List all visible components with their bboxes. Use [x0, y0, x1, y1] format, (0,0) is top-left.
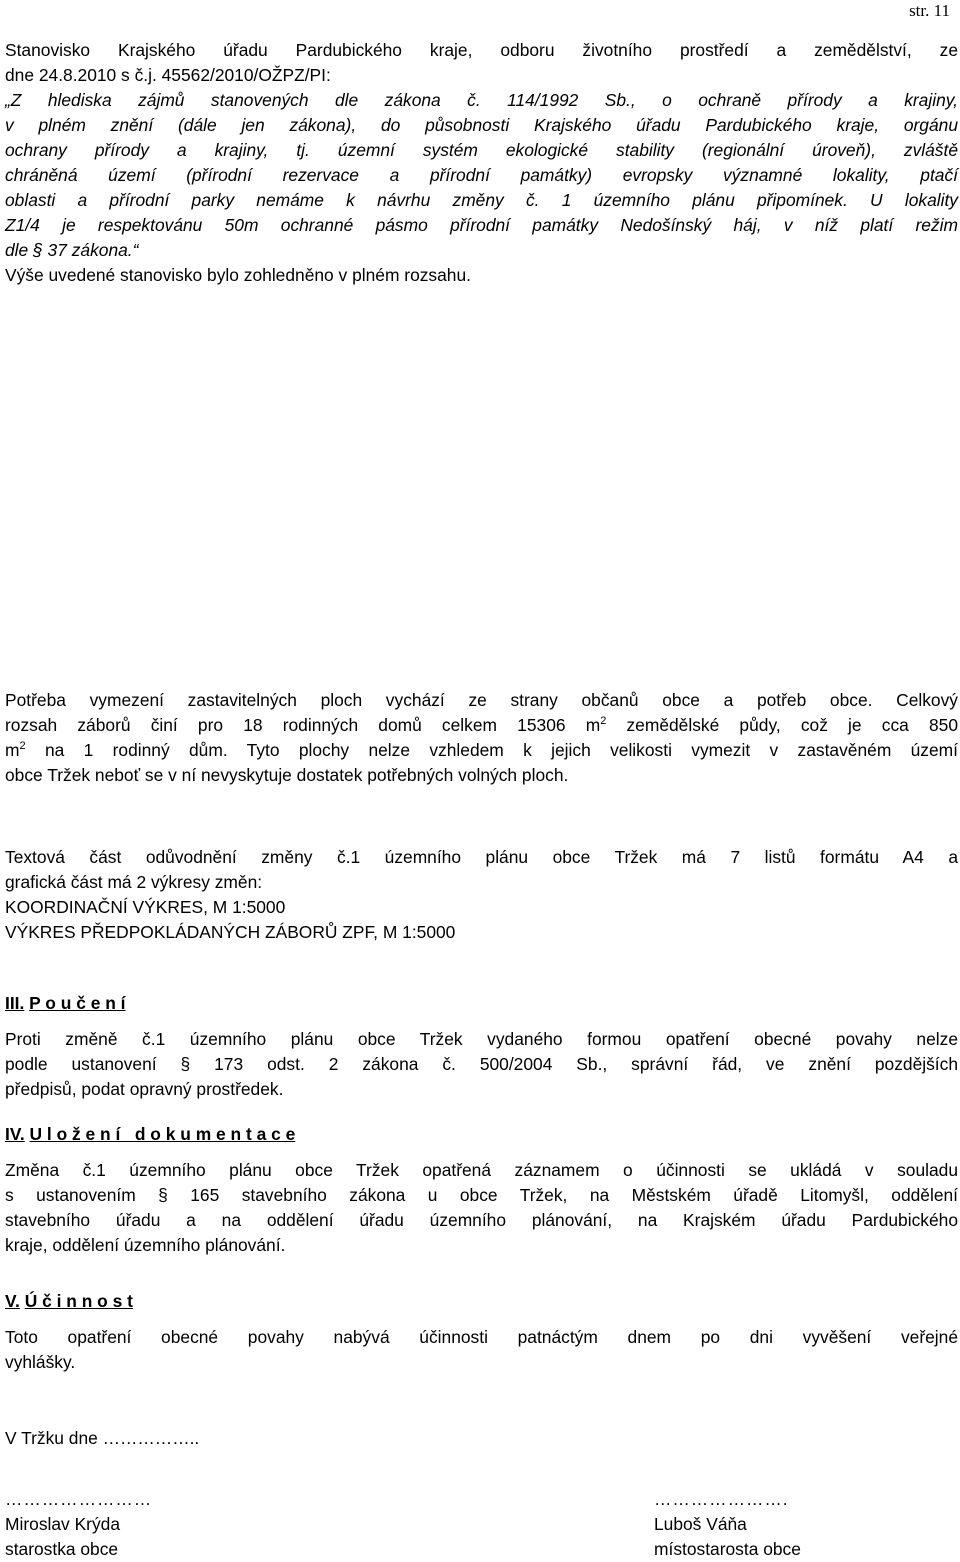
statement-quote-line: Z1/4 je respektovánu 50m ochranné pásmo přírodní památky Nedošínský háj, v níž platí režim	[5, 215, 958, 235]
text-part-line-1: Textová část odůvodnění změny č.1 územního plánu obce Tržek má 7 listů formátu A4 a	[5, 847, 958, 867]
section-3-block	[5, 991, 958, 1102]
need-paragraph	[5, 688, 958, 788]
signature-left-name: Miroslav Krýda	[5, 1514, 121, 1534]
need-line-3: $m^2$ na 1 rodinný dům. Tyto plochy nelze vzhledem k jejich velikosti vymezit v zastavěném území	[5, 740, 958, 760]
section-5-line-2: vyhlášky.	[5, 1352, 76, 1372]
section-3-line-2: podle ustanovení § 173 odst. 2 zákona č. 500/2004 Sb., správní řád, ve znění pozdějších	[5, 1054, 958, 1074]
spacer	[5, 1016, 958, 1027]
statement-quote-line: oblasti a přírodní parky nemáme k návrhu změny č. 1 územního plánu připomínek. U lokality	[5, 190, 958, 210]
section-5-block	[5, 1289, 958, 1375]
statement-quote-line: v plném znění (dále jen zákona), do působnosti Krajského úřadu Pardubického kraje, orgánu	[5, 115, 958, 135]
section-3-line-3: předpisů, podat opravný prostředek.	[5, 1079, 284, 1099]
signature-right-dots: ………………….	[654, 1489, 789, 1509]
section-4-title: IV. U l o ž e n í d o k u m e n t a c e	[5, 1124, 296, 1144]
drawing-coordination: KOORDINAČNÍ VÝKRES, M 1:5000	[5, 897, 286, 917]
need-line-1: Potřeba vymezení zastavitelných ploch vychází ze strany občanů obce a potřeb obce. Celkový	[5, 690, 958, 710]
page-number: str. 11	[909, 1, 950, 20]
section-5-title: V. Ú č i n n o s t	[5, 1291, 133, 1311]
spacer	[5, 1314, 958, 1325]
section-3-title: III. P o u č e n í	[5, 993, 126, 1013]
statement-section	[5, 38, 958, 288]
section-4-line-1: Změna č.1 územního plánu obce Tržek opatřená záznamem o účinnosti se ukládá v souladu	[5, 1160, 958, 1180]
drawing-land-take: VÝKRES PŘEDPOKLÁDANÝCH ZÁBORŮ ZPF, M 1:5000	[5, 922, 456, 942]
section-5-line-1: Toto opatření obecné povahy nabývá účinnosti patnáctým dnem po dni vyvěšení veřejné	[5, 1327, 958, 1347]
signature-right	[654, 1487, 801, 1562]
statement-intro-line-2: dne 24.8.2010 s č.j. 45562/2010/OŽPZ/PI:	[5, 65, 331, 85]
need-line-4: obce Tržek neboť se v ní nevyskytuje dostatek potřebných volných ploch.	[5, 765, 569, 785]
section-4-line-3: stavebního úřadu a na oddělení úřadu územního plánování, na Krajském úřadu Pardubického	[5, 1210, 958, 1230]
place-date	[5, 1426, 958, 1451]
spacer	[5, 1147, 958, 1158]
statement-quote	[5, 88, 958, 263]
signature-right-role: místostarosta obce	[654, 1539, 801, 1559]
statement-intro-line-1: Stanovisko Krajského úřadu Pardubického kraje, odboru životního prostředí a zemědělství, ze	[5, 40, 958, 60]
section-4-line-2: s ustanovením § 165 stavebního zákona u obce Tržek, na Městském úřadě Litomyšl, oddělení	[5, 1185, 958, 1205]
text-part-paragraph	[5, 845, 958, 945]
section-4-line-4: kraje, oddělení územního plánování.	[5, 1235, 286, 1255]
statement-conclusion: Výše uvedené stanovisko bylo zohledněno v plném rozsahu.	[5, 265, 471, 285]
signature-left-dots: ……………………	[5, 1489, 153, 1509]
signature-left	[5, 1487, 152, 1562]
statement-quote-line: ochrany přírody a krajiny, tj. územní systém ekologické stability (regionální úroveň), zvláště	[5, 140, 958, 160]
statement-quote-line: dle § 37 zákona.“	[5, 240, 139, 260]
section-3-line-1: Proti změně č.1 územního plánu obce Tržek vydaného formou opatření obecné povahy nelze	[5, 1029, 958, 1049]
statement-quote-line: „Z hlediska zájmů stanovených dle zákona č. 114/1992 Sb., o ochraně přírody a krajiny,	[5, 90, 958, 110]
place-date-text: V Tržku dne ……………..	[5, 1428, 200, 1448]
statement-quote-line: chráněná území (přírodní rezervace a přírodní památky) evropsky významné lokality, ptačí	[5, 165, 958, 185]
need-line-2: rozsah záborů činí pro 18 rodinných domů celkem 15306 $m^2$ zemědělské půdy, což je cca 850	[5, 715, 958, 735]
text-part-line-2: grafická část má 2 výkresy změn:	[5, 872, 263, 892]
section-4-block	[5, 1122, 958, 1258]
signature-right-name: Luboš Váňa	[654, 1514, 747, 1534]
signature-left-role: starostka obce	[5, 1539, 119, 1559]
